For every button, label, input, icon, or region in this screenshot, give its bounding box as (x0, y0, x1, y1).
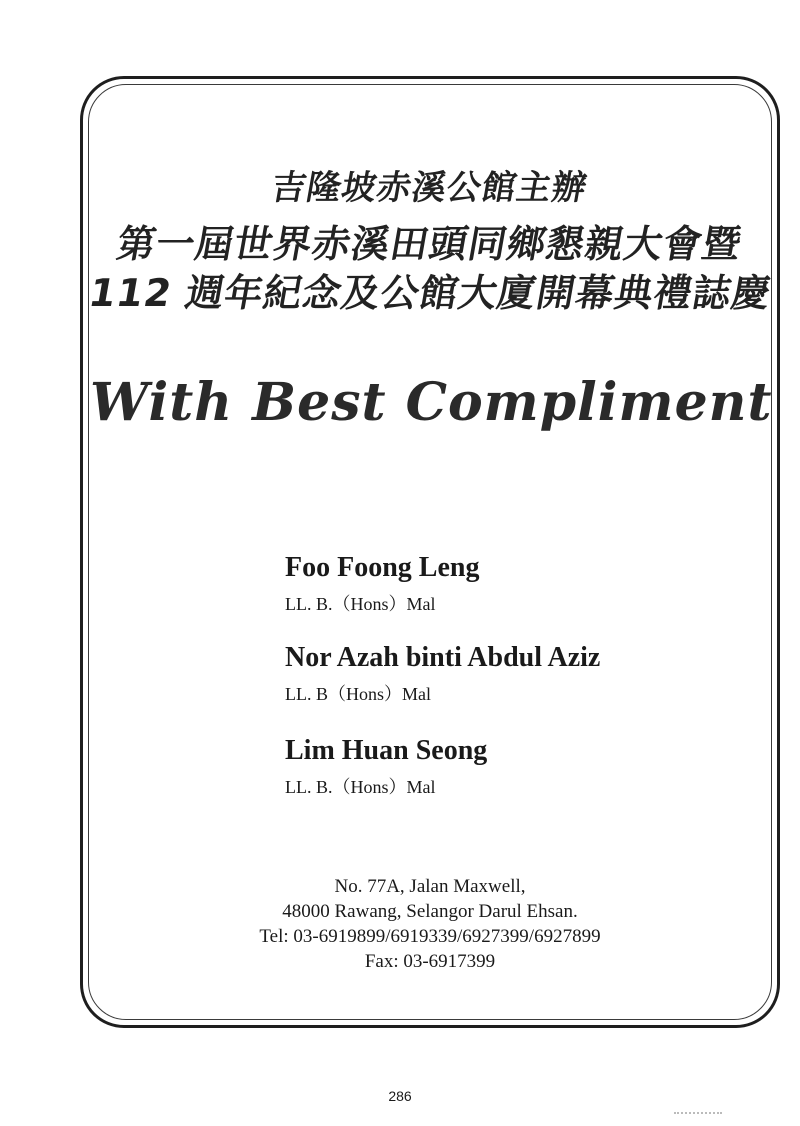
person-credentials-2: LL. B（Hons）Mal (285, 684, 431, 704)
address-fax: Fax: 03-6917399 (364, 951, 496, 972)
person-credentials-3: LL. B.（Hons）Mal (285, 777, 436, 797)
person-name-3: Lim Huan Seong (285, 735, 488, 766)
person-name-2: Nor Azah binti Abdul Aziz (285, 642, 601, 673)
address-tel: Tel: 03-6919899/6919339/6927399/6927899 (259, 926, 601, 947)
tagline: With Best Compliment (90, 372, 773, 433)
address-line-1: No. 77A, Jalan Maxwell, (334, 876, 526, 897)
corner-dots (674, 1112, 722, 1114)
heading-line-1: 吉隆坡赤溪公館主辦 (268, 168, 591, 208)
person-credentials-1: LL. B.（Hons）Mal (285, 594, 436, 614)
heading-line-2: 第一屆世界赤溪田頭同鄉懇親大會暨 (113, 222, 746, 266)
address-line-2: 48000 Rawang, Selangor Darul Ehsan. (282, 901, 578, 922)
heading-line-3: 112 週年紀念及公館大廈開幕典禮誌慶 (85, 271, 775, 315)
person-name-1: Foo Foong Leng (285, 552, 480, 583)
page-number: 286 (388, 1088, 412, 1104)
